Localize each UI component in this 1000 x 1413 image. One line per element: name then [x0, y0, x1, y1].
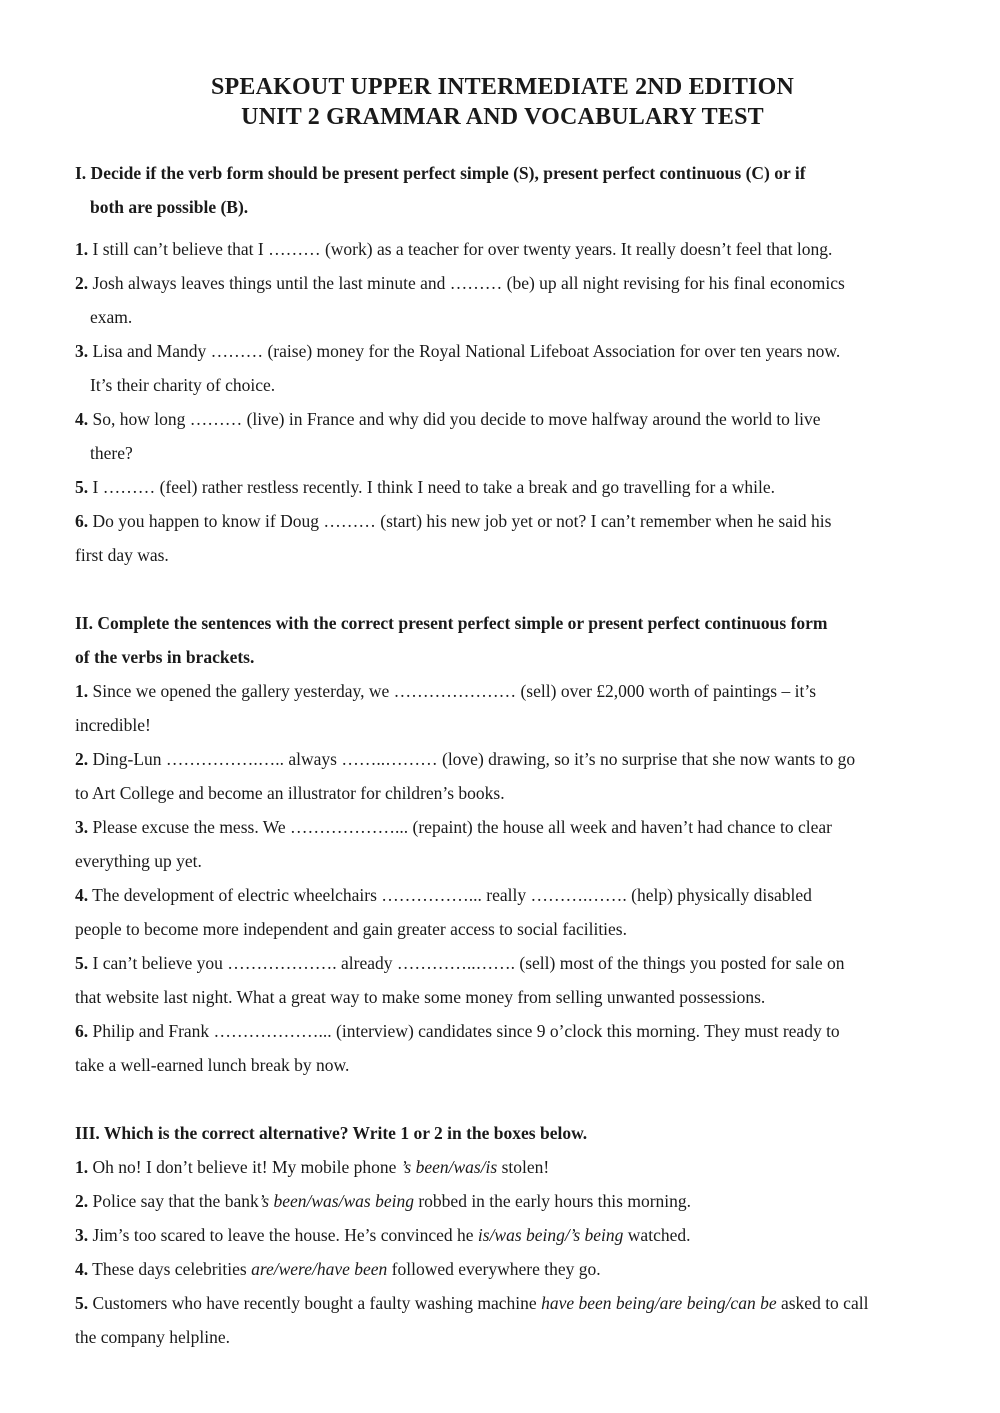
item-number: 1. — [75, 681, 89, 701]
section-2 — [75, 606, 930, 1082]
item-text: Customers who have recently bought a faulty washing machine — [88, 1293, 542, 1313]
item-text: So, how long ……… (live) in France and why did you decide to move halfway around the world to live — [88, 409, 821, 429]
section-2-item-4 — [75, 878, 930, 946]
section-2-item-1 — [75, 674, 930, 742]
section-2-item-6 — [75, 1014, 930, 1082]
section-1-heading-line-1: I. Decide if the verb form should be present perfect simple (S), present perfect continuous (C) or if — [75, 163, 806, 183]
item-text-continued: everything up yet. — [75, 851, 202, 871]
section-1 — [75, 156, 930, 572]
section-2-item-2 — [75, 742, 930, 810]
item-number: 5. — [75, 1293, 89, 1313]
item-text: Please excuse the mess. We ………………... (repaint) the house all week and haven’t had chance to clear — [88, 817, 832, 837]
item-text-end: asked to call — [776, 1293, 869, 1313]
section-1-item-5 — [75, 470, 930, 504]
section-2-heading-line-1: . Complete the sentences with the correct present perfect simple or present perfect continuous form — [88, 613, 828, 633]
item-text: Do you happen to know if Doug ……… (start) his new job yet or not? I can’t remember when he said his — [88, 511, 832, 531]
item-number: 4. — [75, 1259, 89, 1279]
section-1-heading-line-2: both are possible (B). — [90, 197, 249, 217]
section-2-item-5 — [75, 946, 930, 1014]
item-number: 6. — [75, 1021, 89, 1041]
section-1-item-3 — [75, 334, 930, 402]
item-text: These days celebrities — [88, 1259, 252, 1279]
item-number: 1. — [75, 1157, 89, 1177]
item-alternatives: is/was being/’s being — [477, 1225, 624, 1245]
item-number: 3. — [75, 1225, 89, 1245]
section-1-item-4 — [75, 402, 930, 470]
document-title — [75, 72, 930, 132]
item-number: 4. — [75, 409, 89, 429]
item-text-continued: It’s their charity of choice. — [90, 375, 276, 395]
item-text: I ……… (feel) rather restless recently. I think I need to take a break and go travelling for a while. — [88, 477, 776, 497]
item-text-continued: that website last night. What a great way to make some money from selling unwanted possessions. — [75, 987, 766, 1007]
item-text-end: robbed in the early hours this morning. — [413, 1191, 692, 1211]
section-3-item-1 — [75, 1150, 930, 1184]
item-number: 5. — [75, 953, 89, 973]
item-number: 4. — [75, 885, 89, 905]
item-text: Jim’s too scared to leave the house. He’s convinced he — [88, 1225, 478, 1245]
item-number: 5. — [75, 477, 89, 497]
item-text-end: watched. — [623, 1225, 691, 1245]
title-line-1: SPEAKOUT UPPER INTERMEDIATE 2ND EDITION — [211, 74, 794, 100]
item-number: 2. — [75, 273, 89, 293]
item-text: Philip and Frank ………………... (interview) candidates since 9 o’clock this morning. They must ready to — [88, 1021, 840, 1041]
section-1-item-6 — [75, 504, 930, 572]
section-3-item-5 — [75, 1286, 930, 1354]
item-text: Since we opened the gallery yesterday, we ………………… (sell) over £2,000 worth of paintings – it’s — [88, 681, 816, 701]
section-3-item-4 — [75, 1252, 930, 1286]
item-text: Lisa and Mandy ……… (raise) money for the Royal National Lifeboat Association for over ten years now. — [88, 341, 841, 361]
section-3 — [75, 1116, 930, 1354]
item-number: 2. — [75, 749, 89, 769]
section-3-item-2 — [75, 1184, 930, 1218]
item-text: The development of electric wheelchairs ……………... really ……….……. (help) physically disabled — [88, 885, 812, 905]
item-text-continued: take a well-earned lunch break by now. — [75, 1055, 350, 1075]
section-1-heading — [75, 156, 930, 224]
item-text: Ding-Lun …………….….. always ……..……… (love) drawing, so it’s no surprise that she now wants to go — [88, 749, 856, 769]
item-text-continued: there? — [90, 443, 133, 463]
item-text-continued: first day was. — [75, 545, 169, 565]
item-number: 2. — [75, 1191, 89, 1211]
item-text-continued: people to become more independent and gain greater access to social facilities. — [75, 919, 627, 939]
item-number: 6. — [75, 511, 89, 531]
section-3-item-3 — [75, 1218, 930, 1252]
section-2-item-3 — [75, 810, 930, 878]
item-text-end: stolen! — [497, 1157, 550, 1177]
item-text: Josh always leaves things until the last minute and ……… (be) up all night revising for his final economics — [88, 273, 845, 293]
section-1-item-1 — [75, 232, 930, 266]
section-2-number: II — [75, 613, 89, 633]
title-line-2: UNIT 2 GRAMMAR AND VOCABULARY TEST — [241, 104, 764, 130]
item-text: Oh no! I don’t believe it! My mobile phone — [88, 1157, 401, 1177]
item-text-continued: to Art College and become an illustrator for children’s books. — [75, 783, 505, 803]
item-text: Police say that the bank — [88, 1191, 259, 1211]
item-number: 3. — [75, 817, 89, 837]
section-3-heading: III. Which is the correct alternative? Write 1 or 2 in the boxes below. — [75, 1123, 588, 1143]
item-alternatives: ’s been/was/was being — [258, 1191, 414, 1211]
item-alternatives: have been being/are being/can be — [541, 1293, 777, 1313]
item-alternatives: ’s been/was/is — [400, 1157, 498, 1177]
item-text-continued: incredible! — [75, 715, 151, 735]
item-number: 3. — [75, 341, 89, 361]
section-1-item-2 — [75, 266, 930, 334]
section-2-heading-line-2: of the verbs in brackets. — [75, 647, 255, 667]
item-alternatives: are/were/have been — [251, 1259, 388, 1279]
item-text: I can’t believe you ………………. already …………..……. (sell) most of the things you posted for sale on — [88, 953, 845, 973]
item-text-continued: exam. — [90, 307, 133, 327]
item-number: 1. — [75, 239, 89, 259]
item-text: I still can’t believe that I ……… (work) as a teacher for over twenty years. It really doesn’t feel that long. — [88, 239, 833, 259]
section-2-heading — [75, 606, 930, 674]
item-text-continued: the company helpline. — [75, 1327, 231, 1347]
item-text-end: followed everywhere they go. — [387, 1259, 601, 1279]
